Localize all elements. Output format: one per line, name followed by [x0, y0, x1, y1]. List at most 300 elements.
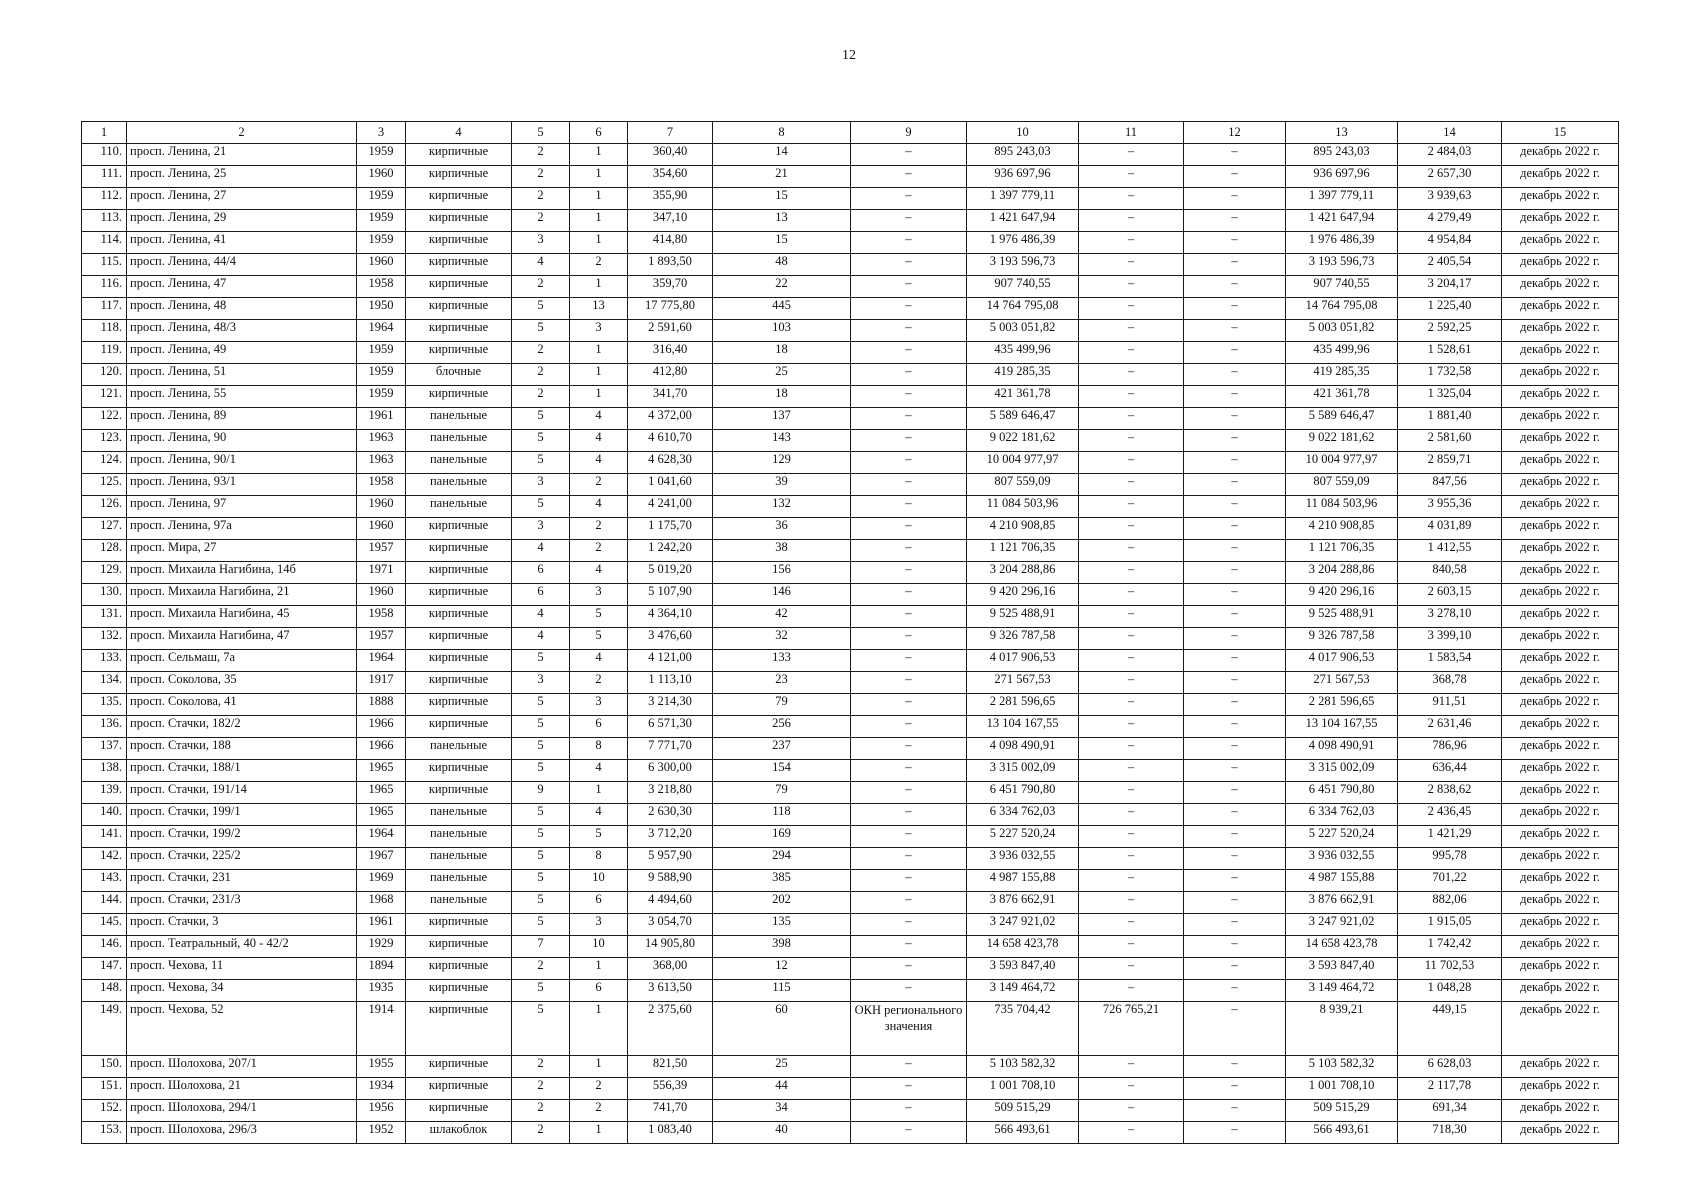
- table-row: [82, 672, 1619, 694]
- year-cell: 1960: [357, 254, 406, 276]
- row-number: 149.: [82, 1002, 127, 1056]
- residents-cell: 44: [713, 1078, 851, 1100]
- col12-cell: –: [1184, 1056, 1286, 1078]
- area-cell: 347,10: [628, 210, 713, 232]
- residents-cell: 154: [713, 760, 851, 782]
- residents-cell: 237: [713, 738, 851, 760]
- table-row: [82, 606, 1619, 628]
- floors-cell: 5: [512, 870, 570, 892]
- col13-cell: 9 420 296,16: [1286, 584, 1398, 606]
- col14-cell: 911,51: [1398, 694, 1502, 716]
- heritage-status-cell: –: [851, 166, 967, 188]
- residents-cell: 14: [713, 144, 851, 166]
- row-number: 123.: [82, 430, 127, 452]
- entrances-cell: 1: [570, 166, 628, 188]
- col11-cell: –: [1079, 1122, 1184, 1144]
- col14-cell: 995,78: [1398, 848, 1502, 870]
- wall-material-cell: кирпичные: [406, 914, 512, 936]
- col12-cell: –: [1184, 430, 1286, 452]
- entrances-cell: 1: [570, 1056, 628, 1078]
- heritage-status-cell: –: [851, 584, 967, 606]
- residents-cell: 13: [713, 210, 851, 232]
- col14-cell: 2 592,25: [1398, 320, 1502, 342]
- floors-cell: 4: [512, 606, 570, 628]
- address-cell: просп. Ленина, 93/1: [127, 474, 357, 496]
- deadline-cell: декабрь 2022 г.: [1502, 848, 1619, 870]
- row-number: 110.: [82, 144, 127, 166]
- table-row: [82, 870, 1619, 892]
- total-cost-cell: 807 559,09: [967, 474, 1079, 496]
- col13-cell: 419 285,35: [1286, 364, 1398, 386]
- area-cell: 5 107,90: [628, 584, 713, 606]
- heritage-status-cell: –: [851, 386, 967, 408]
- area-cell: 17 775,80: [628, 298, 713, 320]
- table-row: [82, 430, 1619, 452]
- total-cost-cell: 3 193 596,73: [967, 254, 1079, 276]
- year-cell: 1959: [357, 386, 406, 408]
- col13-cell: 509 515,29: [1286, 1100, 1398, 1122]
- floors-cell: 3: [512, 672, 570, 694]
- floors-cell: 5: [512, 298, 570, 320]
- area-cell: 1 083,40: [628, 1122, 713, 1144]
- deadline-cell: декабрь 2022 г.: [1502, 452, 1619, 474]
- wall-material-cell: кирпичные: [406, 342, 512, 364]
- col11-cell: –: [1079, 1078, 1184, 1100]
- address-cell: просп. Шолохова, 296/3: [127, 1122, 357, 1144]
- address-cell: просп. Ленина, 27: [127, 188, 357, 210]
- wall-material-cell: панельные: [406, 408, 512, 430]
- area-cell: 556,39: [628, 1078, 713, 1100]
- table-row: [82, 496, 1619, 518]
- floors-cell: 5: [512, 804, 570, 826]
- col11-cell: –: [1079, 474, 1184, 496]
- area-cell: 368,00: [628, 958, 713, 980]
- table-row: [82, 980, 1619, 1002]
- total-cost-cell: 11 084 503,96: [967, 496, 1079, 518]
- entrances-cell: 2: [570, 540, 628, 562]
- deadline-cell: декабрь 2022 г.: [1502, 804, 1619, 826]
- entrances-cell: 4: [570, 760, 628, 782]
- col14-cell: 2 603,15: [1398, 584, 1502, 606]
- address-cell: просп. Шолохова, 207/1: [127, 1056, 357, 1078]
- table-row: [82, 584, 1619, 606]
- col12-cell: –: [1184, 782, 1286, 804]
- address-cell: просп. Ленина, 29: [127, 210, 357, 232]
- entrances-cell: 4: [570, 650, 628, 672]
- deadline-cell: декабрь 2022 г.: [1502, 320, 1619, 342]
- residents-cell: 79: [713, 694, 851, 716]
- col14-cell: 691,34: [1398, 1100, 1502, 1122]
- column-header: 2: [127, 122, 357, 144]
- address-cell: просп. Ленина, 55: [127, 386, 357, 408]
- year-cell: 1964: [357, 650, 406, 672]
- heritage-status-cell: –: [851, 870, 967, 892]
- col14-cell: 4 279,49: [1398, 210, 1502, 232]
- heritage-status-cell: –: [851, 914, 967, 936]
- heritage-status-cell: –: [851, 804, 967, 826]
- deadline-cell: декабрь 2022 г.: [1502, 958, 1619, 980]
- table-row: [82, 1002, 1619, 1056]
- floors-cell: 5: [512, 430, 570, 452]
- total-cost-cell: 1 421 647,94: [967, 210, 1079, 232]
- col12-cell: –: [1184, 716, 1286, 738]
- residents-cell: 398: [713, 936, 851, 958]
- entrances-cell: 4: [570, 408, 628, 430]
- total-cost-cell: 936 697,96: [967, 166, 1079, 188]
- area-cell: 412,80: [628, 364, 713, 386]
- year-cell: 1964: [357, 320, 406, 342]
- heritage-status-cell: –: [851, 144, 967, 166]
- wall-material-cell: панельные: [406, 804, 512, 826]
- col12-cell: –: [1184, 672, 1286, 694]
- col11-cell: –: [1079, 848, 1184, 870]
- col14-cell: 6 628,03: [1398, 1056, 1502, 1078]
- col14-cell: 4 954,84: [1398, 232, 1502, 254]
- col11-cell: –: [1079, 606, 1184, 628]
- area-cell: 1 175,70: [628, 518, 713, 540]
- total-cost-cell: 3 593 847,40: [967, 958, 1079, 980]
- col11-cell: –: [1079, 320, 1184, 342]
- col11-cell: –: [1079, 342, 1184, 364]
- row-number: 118.: [82, 320, 127, 342]
- residents-cell: 60: [713, 1002, 851, 1056]
- total-cost-cell: 3 149 464,72: [967, 980, 1079, 1002]
- col13-cell: 5 589 646,47: [1286, 408, 1398, 430]
- col11-cell: –: [1079, 518, 1184, 540]
- area-cell: 1 113,10: [628, 672, 713, 694]
- entrances-cell: 4: [570, 496, 628, 518]
- row-number: 115.: [82, 254, 127, 276]
- address-cell: просп. Шолохова, 294/1: [127, 1100, 357, 1122]
- year-cell: 1960: [357, 166, 406, 188]
- col13-cell: 13 104 167,55: [1286, 716, 1398, 738]
- table-row: [82, 540, 1619, 562]
- address-cell: просп. Театральный, 40 - 42/2: [127, 936, 357, 958]
- table-row: [82, 650, 1619, 672]
- total-cost-cell: 9 326 787,58: [967, 628, 1079, 650]
- row-number: 137.: [82, 738, 127, 760]
- row-number: 127.: [82, 518, 127, 540]
- wall-material-cell: панельные: [406, 892, 512, 914]
- year-cell: 1952: [357, 1122, 406, 1144]
- floors-cell: 2: [512, 386, 570, 408]
- area-cell: 3 613,50: [628, 980, 713, 1002]
- entrances-cell: 8: [570, 738, 628, 760]
- heritage-status-cell: –: [851, 430, 967, 452]
- wall-material-cell: кирпичные: [406, 144, 512, 166]
- floors-cell: 4: [512, 254, 570, 276]
- wall-material-cell: панельные: [406, 848, 512, 870]
- floors-cell: 5: [512, 826, 570, 848]
- address-cell: просп. Соколова, 35: [127, 672, 357, 694]
- row-number: 116.: [82, 276, 127, 298]
- floors-cell: 7: [512, 936, 570, 958]
- residents-cell: 256: [713, 716, 851, 738]
- col14-cell: 368,78: [1398, 672, 1502, 694]
- deadline-cell: декабрь 2022 г.: [1502, 694, 1619, 716]
- table-row: [82, 1056, 1619, 1078]
- heritage-status-cell: –: [851, 232, 967, 254]
- col12-cell: –: [1184, 694, 1286, 716]
- floors-cell: 5: [512, 452, 570, 474]
- col11-cell: –: [1079, 804, 1184, 826]
- floors-cell: 6: [512, 562, 570, 584]
- wall-material-cell: кирпичные: [406, 936, 512, 958]
- address-cell: просп. Михаила Нагибина, 45: [127, 606, 357, 628]
- col11-cell: –: [1079, 650, 1184, 672]
- col12-cell: –: [1184, 364, 1286, 386]
- row-number: 126.: [82, 496, 127, 518]
- col14-cell: 2 631,46: [1398, 716, 1502, 738]
- col12-cell: –: [1184, 254, 1286, 276]
- deadline-cell: декабрь 2022 г.: [1502, 892, 1619, 914]
- col12-cell: –: [1184, 584, 1286, 606]
- total-cost-cell: 14 764 795,08: [967, 298, 1079, 320]
- row-number: 134.: [82, 672, 127, 694]
- col13-cell: 5 103 582,32: [1286, 1056, 1398, 1078]
- wall-material-cell: панельные: [406, 452, 512, 474]
- column-header: 13: [1286, 122, 1398, 144]
- entrances-cell: 1: [570, 782, 628, 804]
- entrances-cell: 1: [570, 232, 628, 254]
- year-cell: 1917: [357, 672, 406, 694]
- housing-register-table: [81, 121, 1619, 1144]
- total-cost-cell: 9 022 181,62: [967, 430, 1079, 452]
- table-row: [82, 1122, 1619, 1144]
- year-cell: 1964: [357, 826, 406, 848]
- floors-cell: 2: [512, 364, 570, 386]
- deadline-cell: декабрь 2022 г.: [1502, 1056, 1619, 1078]
- col14-cell: 2 838,62: [1398, 782, 1502, 804]
- col12-cell: –: [1184, 1078, 1286, 1100]
- wall-material-cell: кирпичные: [406, 584, 512, 606]
- heritage-status-cell: –: [851, 826, 967, 848]
- deadline-cell: декабрь 2022 г.: [1502, 166, 1619, 188]
- year-cell: 1968: [357, 892, 406, 914]
- residents-cell: 34: [713, 1100, 851, 1122]
- area-cell: 7 771,70: [628, 738, 713, 760]
- column-header: 10: [967, 122, 1079, 144]
- year-cell: 1958: [357, 474, 406, 496]
- entrances-cell: 3: [570, 584, 628, 606]
- area-cell: 3 214,30: [628, 694, 713, 716]
- heritage-status-cell: –: [851, 738, 967, 760]
- residents-cell: 137: [713, 408, 851, 430]
- address-cell: просп. Ленина, 97а: [127, 518, 357, 540]
- area-cell: 3 054,70: [628, 914, 713, 936]
- address-cell: просп. Стачки, 231/3: [127, 892, 357, 914]
- col12-cell: –: [1184, 188, 1286, 210]
- col14-cell: 701,22: [1398, 870, 1502, 892]
- address-cell: просп. Ленина, 90/1: [127, 452, 357, 474]
- year-cell: 1929: [357, 936, 406, 958]
- area-cell: 1 893,50: [628, 254, 713, 276]
- table-row: [82, 144, 1619, 166]
- residents-cell: 36: [713, 518, 851, 540]
- total-cost-cell: 1 976 486,39: [967, 232, 1079, 254]
- area-cell: 2 591,60: [628, 320, 713, 342]
- col14-cell: 2 117,78: [1398, 1078, 1502, 1100]
- col13-cell: 421 361,78: [1286, 386, 1398, 408]
- table-row: [82, 298, 1619, 320]
- residents-cell: 79: [713, 782, 851, 804]
- residents-cell: 103: [713, 320, 851, 342]
- year-cell: 1959: [357, 188, 406, 210]
- total-cost-cell: 907 740,55: [967, 276, 1079, 298]
- wall-material-cell: кирпичные: [406, 188, 512, 210]
- area-cell: 4 121,00: [628, 650, 713, 672]
- deadline-cell: декабрь 2022 г.: [1502, 606, 1619, 628]
- floors-cell: 2: [512, 166, 570, 188]
- col14-cell: 3 204,17: [1398, 276, 1502, 298]
- deadline-cell: декабрь 2022 г.: [1502, 496, 1619, 518]
- col14-cell: 1 412,55: [1398, 540, 1502, 562]
- col13-cell: 9 525 488,91: [1286, 606, 1398, 628]
- heritage-status-cell: –: [851, 540, 967, 562]
- address-cell: просп. Ленина, 89: [127, 408, 357, 430]
- col11-cell: –: [1079, 760, 1184, 782]
- heritage-status-cell: –: [851, 254, 967, 276]
- col12-cell: –: [1184, 892, 1286, 914]
- total-cost-cell: 1 397 779,11: [967, 188, 1079, 210]
- col14-cell: 11 702,53: [1398, 958, 1502, 980]
- wall-material-cell: кирпичные: [406, 276, 512, 298]
- total-cost-cell: 509 515,29: [967, 1100, 1079, 1122]
- residents-cell: 135: [713, 914, 851, 936]
- deadline-cell: декабрь 2022 г.: [1502, 430, 1619, 452]
- col13-cell: 1 397 779,11: [1286, 188, 1398, 210]
- deadline-cell: декабрь 2022 г.: [1502, 386, 1619, 408]
- col13-cell: 3 193 596,73: [1286, 254, 1398, 276]
- col14-cell: 2 657,30: [1398, 166, 1502, 188]
- address-cell: просп. Ленина, 44/4: [127, 254, 357, 276]
- col12-cell: –: [1184, 166, 1286, 188]
- row-number: 140.: [82, 804, 127, 826]
- address-cell: просп. Ленина, 49: [127, 342, 357, 364]
- year-cell: 1967: [357, 848, 406, 870]
- col14-cell: 2 405,54: [1398, 254, 1502, 276]
- row-number: 130.: [82, 584, 127, 606]
- floors-cell: 3: [512, 232, 570, 254]
- address-cell: просп. Ленина, 47: [127, 276, 357, 298]
- year-cell: 1957: [357, 540, 406, 562]
- col12-cell: –: [1184, 650, 1286, 672]
- area-cell: 4 241,00: [628, 496, 713, 518]
- col12-cell: –: [1184, 1122, 1286, 1144]
- col11-cell: –: [1079, 144, 1184, 166]
- col13-cell: 3 204 288,86: [1286, 562, 1398, 584]
- year-cell: 1971: [357, 562, 406, 584]
- col12-cell: –: [1184, 738, 1286, 760]
- heritage-status-cell: –: [851, 650, 967, 672]
- address-cell: просп. Ленина, 41: [127, 232, 357, 254]
- floors-cell: 5: [512, 980, 570, 1002]
- table-row: [82, 628, 1619, 650]
- area-cell: 341,70: [628, 386, 713, 408]
- address-cell: просп. Ленина, 90: [127, 430, 357, 452]
- deadline-cell: декабрь 2022 г.: [1502, 298, 1619, 320]
- col11-cell: 726 765,21: [1079, 1002, 1184, 1056]
- col13-cell: 895 243,03: [1286, 144, 1398, 166]
- row-number: 113.: [82, 210, 127, 232]
- deadline-cell: декабрь 2022 г.: [1502, 232, 1619, 254]
- col11-cell: –: [1079, 892, 1184, 914]
- heritage-status-cell: –: [851, 980, 967, 1002]
- row-number: 139.: [82, 782, 127, 804]
- wall-material-cell: кирпичные: [406, 980, 512, 1002]
- col12-cell: –: [1184, 144, 1286, 166]
- year-cell: 1958: [357, 276, 406, 298]
- table-row: [82, 254, 1619, 276]
- col11-cell: –: [1079, 958, 1184, 980]
- residents-cell: 48: [713, 254, 851, 276]
- residents-cell: 18: [713, 342, 851, 364]
- residents-cell: 132: [713, 496, 851, 518]
- col12-cell: –: [1184, 1002, 1286, 1056]
- year-cell: 1894: [357, 958, 406, 980]
- heritage-status-cell: –: [851, 694, 967, 716]
- col13-cell: 5 003 051,82: [1286, 320, 1398, 342]
- floors-cell: 5: [512, 496, 570, 518]
- area-cell: 3 476,60: [628, 628, 713, 650]
- area-cell: 14 905,80: [628, 936, 713, 958]
- total-cost-cell: 1 001 708,10: [967, 1078, 1079, 1100]
- area-cell: 1 041,60: [628, 474, 713, 496]
- wall-material-cell: кирпичные: [406, 716, 512, 738]
- deadline-cell: декабрь 2022 г.: [1502, 342, 1619, 364]
- deadline-cell: декабрь 2022 г.: [1502, 628, 1619, 650]
- col12-cell: –: [1184, 606, 1286, 628]
- area-cell: 316,40: [628, 342, 713, 364]
- row-number: 146.: [82, 936, 127, 958]
- column-header: 6: [570, 122, 628, 144]
- area-cell: 2 375,60: [628, 1002, 713, 1056]
- col14-cell: 1 732,58: [1398, 364, 1502, 386]
- total-cost-cell: 435 499,96: [967, 342, 1079, 364]
- col14-cell: 636,44: [1398, 760, 1502, 782]
- col14-cell: 3 955,36: [1398, 496, 1502, 518]
- entrances-cell: 1: [570, 144, 628, 166]
- table-row: [82, 958, 1619, 980]
- total-cost-cell: 3 876 662,91: [967, 892, 1079, 914]
- deadline-cell: декабрь 2022 г.: [1502, 870, 1619, 892]
- wall-material-cell: панельные: [406, 870, 512, 892]
- col13-cell: 807 559,09: [1286, 474, 1398, 496]
- deadline-cell: декабрь 2022 г.: [1502, 1078, 1619, 1100]
- deadline-cell: декабрь 2022 г.: [1502, 672, 1619, 694]
- area-cell: 4 364,10: [628, 606, 713, 628]
- total-cost-cell: 735 704,42: [967, 1002, 1079, 1056]
- table-row: [82, 848, 1619, 870]
- address-cell: просп. Стачки, 182/2: [127, 716, 357, 738]
- address-cell: просп. Ленина, 25: [127, 166, 357, 188]
- heritage-status-cell: –: [851, 848, 967, 870]
- residents-cell: 202: [713, 892, 851, 914]
- total-cost-cell: 419 285,35: [967, 364, 1079, 386]
- area-cell: 5 019,20: [628, 562, 713, 584]
- entrances-cell: 2: [570, 474, 628, 496]
- col11-cell: –: [1079, 1100, 1184, 1122]
- year-cell: 1966: [357, 738, 406, 760]
- row-number: 131.: [82, 606, 127, 628]
- wall-material-cell: панельные: [406, 430, 512, 452]
- heritage-status-cell: –: [851, 936, 967, 958]
- col12-cell: –: [1184, 804, 1286, 826]
- entrances-cell: 2: [570, 1100, 628, 1122]
- area-cell: 4 610,70: [628, 430, 713, 452]
- table-row: [82, 210, 1619, 232]
- entrances-cell: 1: [570, 958, 628, 980]
